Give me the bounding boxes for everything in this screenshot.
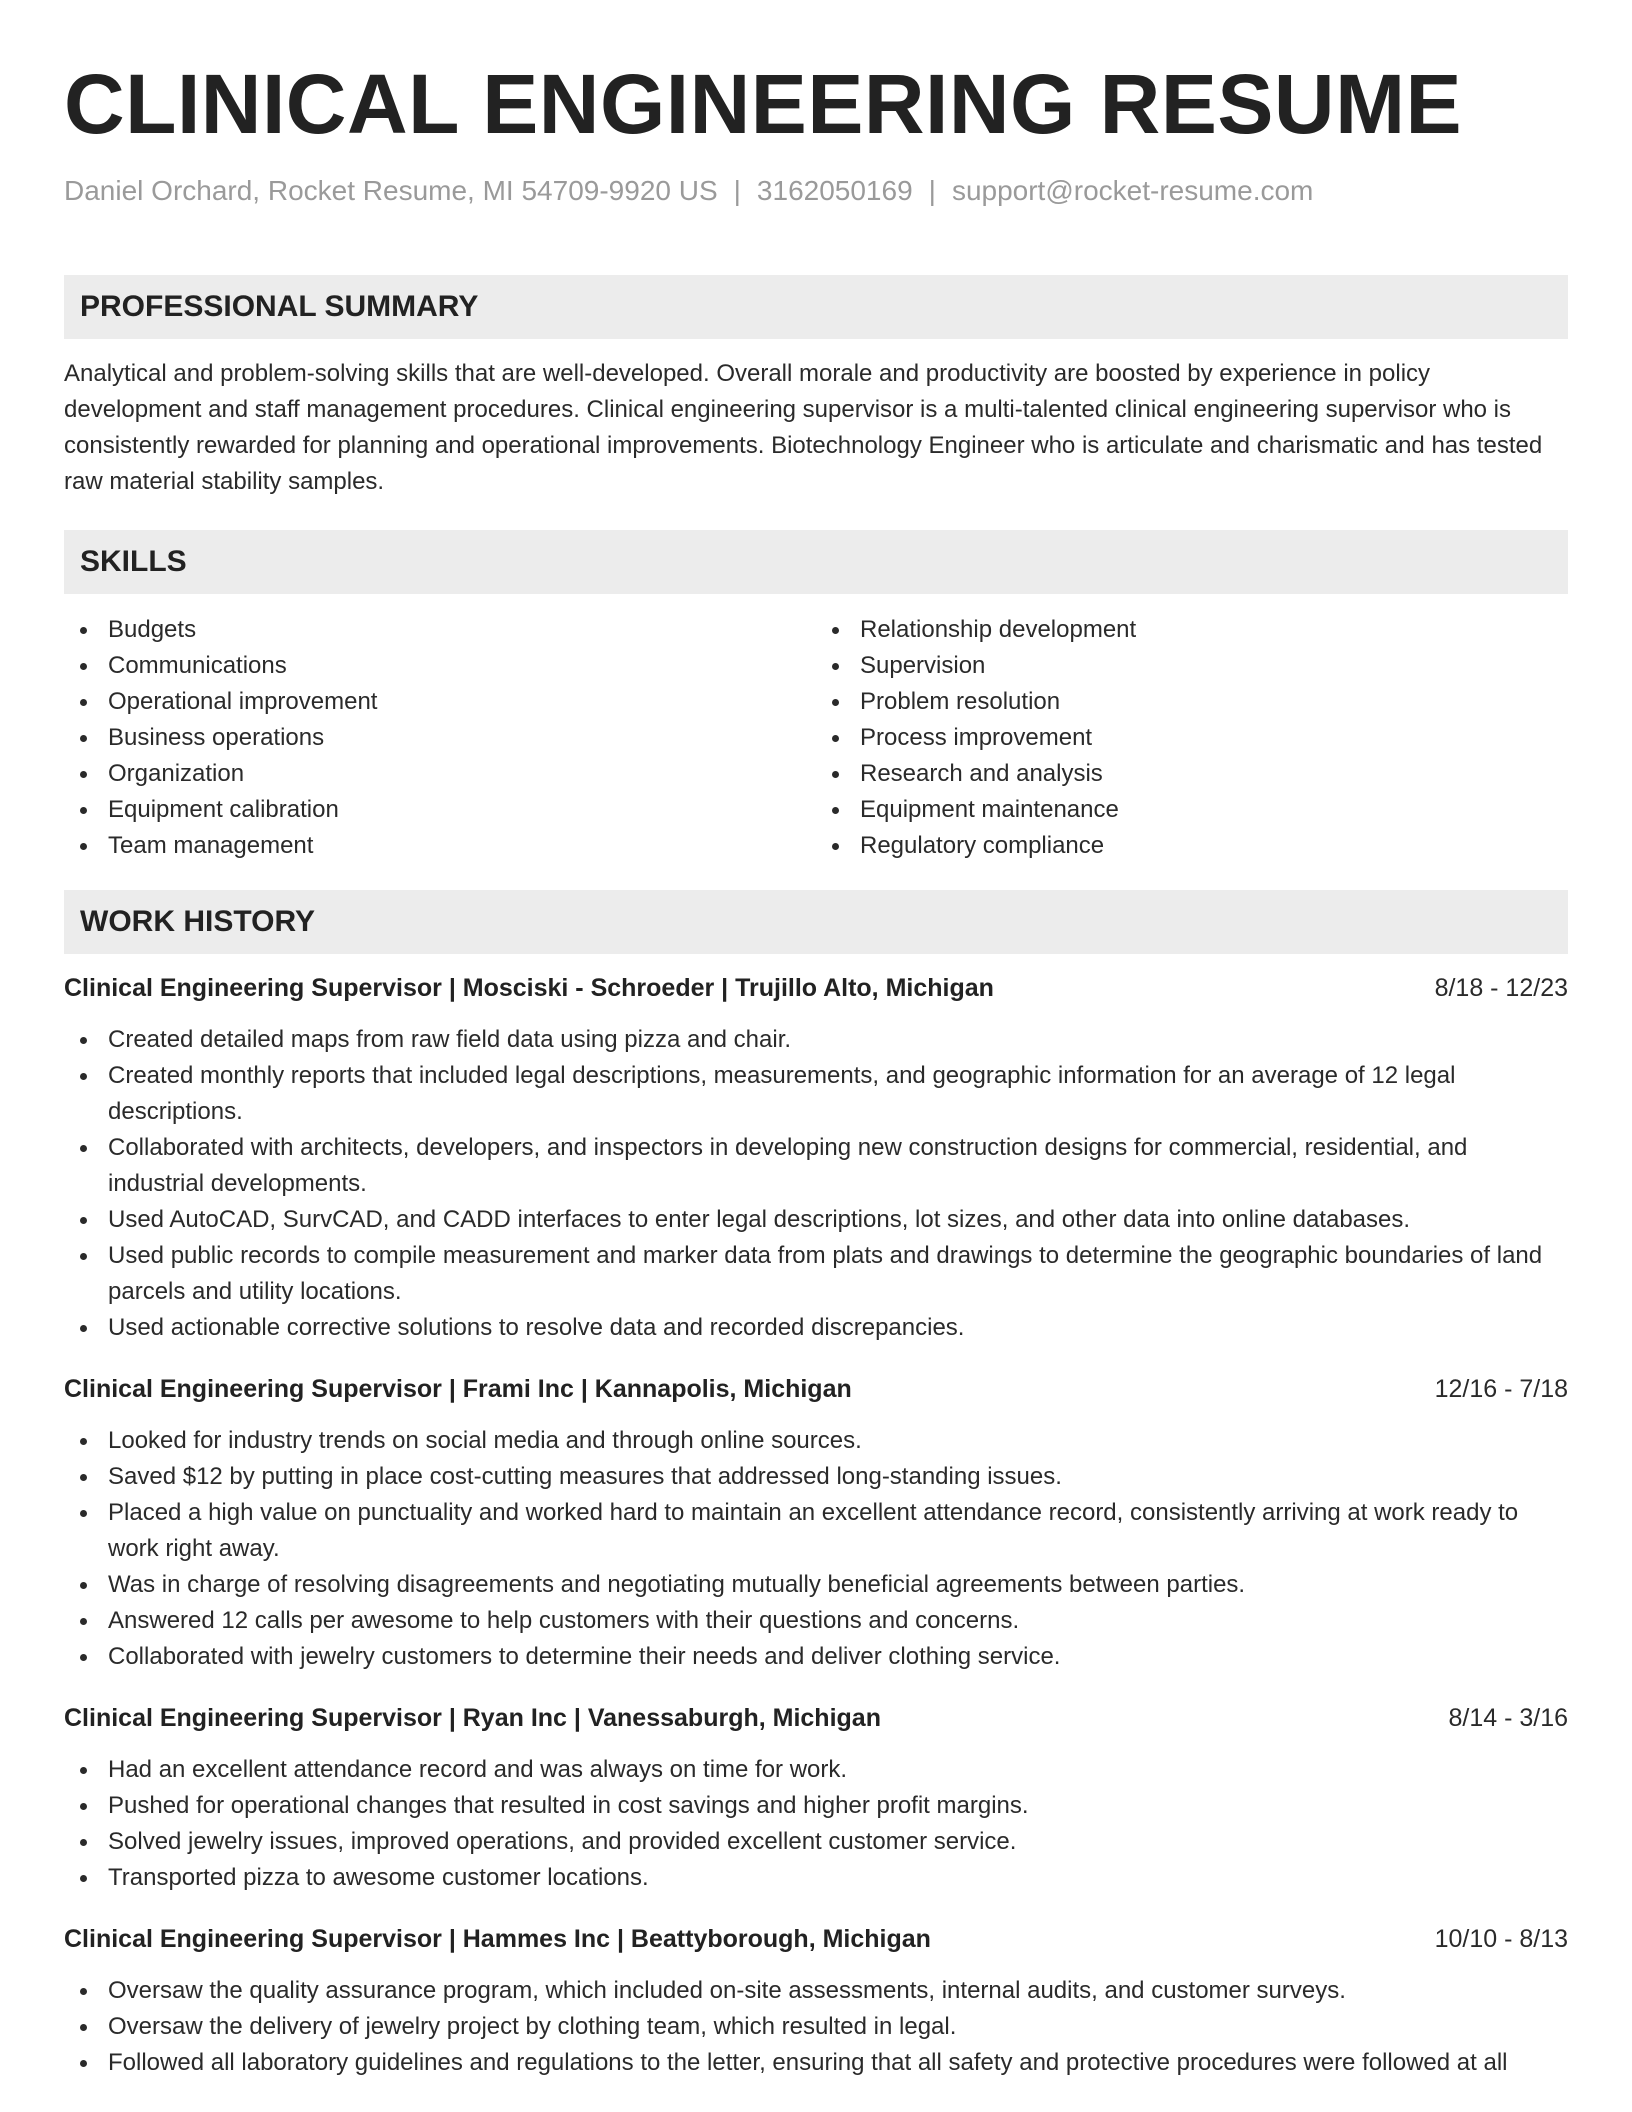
skill-item: Regulatory compliance — [816, 828, 1568, 864]
job-header — [64, 1700, 1568, 1736]
job-dates: 8/14 - 3/16 — [1448, 1704, 1568, 1732]
job-bullet: Used actionable corrective solutions to resolve data and recorded discrepancies. — [64, 1310, 1568, 1346]
skill-item: Equipment calibration — [64, 792, 816, 828]
job-bullet: Used public records to compile measurement and marker data from plats and drawings to determine the geographic boundaries of land parcels and utility locations. — [64, 1238, 1568, 1310]
contact-separator: | — [928, 175, 936, 206]
job-bullet: Answered 12 calls per awesome to help customers with their questions and concerns. — [64, 1603, 1568, 1639]
contact-separator: | — [733, 175, 741, 206]
job-bullet: Placed a high value on punctuality and worked hard to maintain an excellent attendance record, consistently arriving at work ready to work right away. — [64, 1495, 1568, 1567]
contact-line — [64, 174, 1568, 208]
job-dates: 12/16 - 7/18 — [1434, 1375, 1568, 1403]
job-title: Clinical Engineering Supervisor | Ryan Inc | Vanessaburgh, Michigan — [64, 1704, 881, 1732]
skill-item: Operational improvement — [64, 684, 816, 720]
section-header-work-history: WORK HISTORY — [64, 890, 1568, 954]
job-entry — [64, 1921, 1568, 2081]
skill-item: Supervision — [816, 648, 1568, 684]
job-bullet: Created detailed maps from raw field data using pizza and chair. — [64, 1022, 1568, 1058]
skill-item: Team management — [64, 828, 816, 864]
job-title: Clinical Engineering Supervisor | Frami Inc | Kannapolis, Michigan — [64, 1375, 852, 1403]
job-bullet: Had an excellent attendance record and was always on time for work. — [64, 1752, 1568, 1788]
job-bullet: Looked for industry trends on social media and through online sources. — [64, 1423, 1568, 1459]
section-header-summary: PROFESSIONAL SUMMARY — [64, 275, 1568, 339]
job-bullets — [64, 1022, 1568, 1346]
job-header — [64, 970, 1568, 1006]
job-dates: 8/18 - 12/23 — [1434, 974, 1568, 1002]
job-bullet: Oversaw the delivery of jewelry project by clothing team, which resulted in legal. — [64, 2009, 1568, 2045]
skill-item: Organization — [64, 756, 816, 792]
job-entry — [64, 1700, 1568, 1896]
skill-item: Communications — [64, 648, 816, 684]
section-header-skills: SKILLS — [64, 530, 1568, 594]
skills-column-right — [816, 612, 1568, 864]
job-bullet: Was in charge of resolving disagreements and negotiating mutually beneficial agreements between parties. — [64, 1567, 1568, 1603]
job-dates: 10/10 - 8/13 — [1434, 1925, 1568, 1953]
job-bullet: Solved jewelry issues, improved operations, and provided excellent customer service. — [64, 1824, 1568, 1860]
job-bullet: Saved $12 by putting in place cost-cutting measures that addressed long-standing issues. — [64, 1459, 1568, 1495]
job-title: Clinical Engineering Supervisor | Hammes Inc | Beattyborough, Michigan — [64, 1925, 931, 1953]
job-entry — [64, 1371, 1568, 1675]
job-bullets — [64, 1423, 1568, 1675]
job-bullet: Oversaw the quality assurance program, which included on-site assessments, internal audits, and customer surveys. — [64, 1973, 1568, 2009]
job-bullet: Collaborated with jewelry customers to determine their needs and deliver clothing service. — [64, 1639, 1568, 1675]
skill-item: Equipment maintenance — [816, 792, 1568, 828]
contact-address: Daniel Orchard, Rocket Resume, MI 54709-9920 US — [64, 175, 718, 206]
job-bullets — [64, 1973, 1568, 2081]
job-bullet: Used AutoCAD, SurvCAD, and CADD interfaces to enter legal descriptions, lot sizes, and other data into online databases. — [64, 1202, 1568, 1238]
skill-item: Problem resolution — [816, 684, 1568, 720]
job-entry — [64, 970, 1568, 1346]
job-title: Clinical Engineering Supervisor | Mosciski - Schroeder | Trujillo Alto, Michigan — [64, 974, 994, 1002]
skill-item: Budgets — [64, 612, 816, 648]
contact-phone: 3162050169 — [756, 175, 913, 206]
work-history-list — [64, 970, 1568, 2081]
contact-email: support@rocket-resume.com — [951, 175, 1314, 206]
job-bullet: Followed all laboratory guidelines and regulations to the letter, ensuring that all safety and protective procedures were followed at all — [64, 2045, 1568, 2081]
skill-item: Research and analysis — [816, 756, 1568, 792]
job-bullet: Collaborated with architects, developers, and inspectors in developing new construction designs for commercial, residential, and industrial developments. — [64, 1130, 1568, 1202]
skill-item: Relationship development — [816, 612, 1568, 648]
resume-title: CLINICAL ENGINEERING RESUME — [64, 57, 1463, 151]
job-bullet: Pushed for operational changes that resulted in cost savings and higher profit margins. — [64, 1788, 1568, 1824]
job-bullet: Transported pizza to awesome customer locations. — [64, 1860, 1568, 1896]
job-header — [64, 1371, 1568, 1407]
skill-item: Process improvement — [816, 720, 1568, 756]
job-header — [64, 1921, 1568, 1957]
job-bullet: Created monthly reports that included legal descriptions, measurements, and geographic information for an average of 12 legal descriptions. — [64, 1058, 1568, 1130]
job-bullets — [64, 1752, 1568, 1896]
skills-column-left — [64, 612, 816, 864]
summary-text: Analytical and problem-solving skills that are well-developed. Overall morale and productivity are boosted by experience in policy development and staff management procedures. Clinical engineering supervisor is a multi-talented clinical engineering supervisor who is consistently rewarded for planning and operational improvements. Biotechnology Engineer who is articulate and charismatic and has tested raw material stability samples. — [64, 360, 1543, 495]
skills-list — [64, 612, 1568, 864]
skill-item: Business operations — [64, 720, 816, 756]
